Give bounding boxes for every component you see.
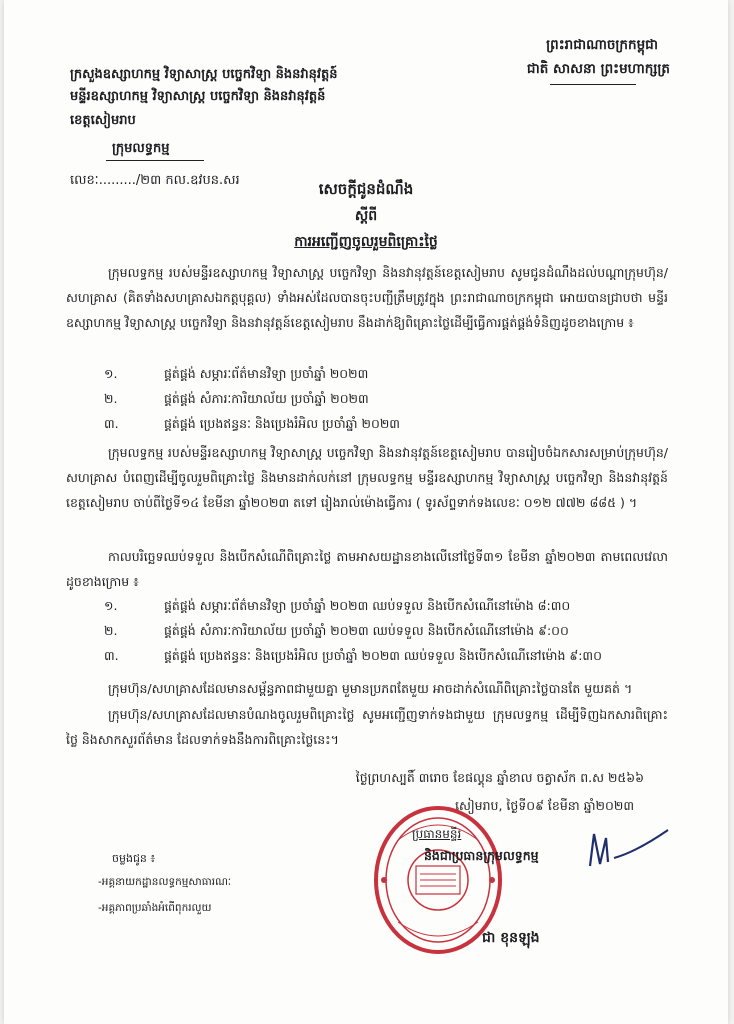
office-divider <box>106 160 204 161</box>
paragraph-single-bid: ក្រុមហ៊ុន/សហគ្រាសដែលមានសម្ព័ន្ធភាពជាមួយគ្នា មួមានប្រភពតែមួយ អាចដាក់សំណើពិគ្រោះថ្លៃបានតែ មួយគត់ ។ <box>108 681 633 696</box>
cc-item: -អគ្គភាពប្រឆាំងអំពើពុករលួយ <box>98 902 212 914</box>
list-number: ២. <box>104 623 118 638</box>
list-text: ផ្គត់ផ្គង់ ប្រេងឥន្ធនៈ និងប្រេងរំអិល ប្រចាំឆ្នាំ ២០២៣ ឈប់ទទួល និងបើកសំណើនៅម៉ោង ៩:៣០ <box>164 648 602 663</box>
solar-date: សៀមរាប, ថ្ងៃទី០៩ ខែមីនា ឆ្នាំ២០២៣ <box>455 798 634 813</box>
list-item <box>104 391 369 410</box>
list-text: ផ្គត់ផ្គង់ សម្ភារៈព័ត៌មានវិទ្យា ប្រចាំឆ្នាំ ២០២៣ ឈប់ទទួល និងបើកសំណើនៅម៉ោង ៨:៣០ <box>164 598 571 613</box>
list-item <box>104 648 602 667</box>
notice-subject: ស្តីពី <box>354 208 378 224</box>
paragraph-deadline: កាលបរិច្ឆេទឈប់ទទួល និងបើកសំណើពិគ្រោះថ្លៃ តាមអាសយដ្ឋានខាងលើនៅថ្ងៃទី៣១ ខែមីនា ឆ្នាំ២០២៣ តាមពេលវេលាដូចខាងក្រោម ៖ <box>66 549 668 589</box>
paragraph-contact: ក្រុមហ៊ុន/សហគ្រាសដែលមានបំណងចូលរួមពិគ្រោះថ្លៃ សូមអញ្ជើញទាក់ទងជាមួយ ក្រុមលទ្ធកម្ម ដើម្បីទិញឯកសារពិគ្រោះថ្លៃ និងសាកសួរព័ត៌មាន ដែលទាក់ទងនឹងការពិគ្រោះថ្លៃនេះ។ <box>66 707 668 747</box>
national-motto: ជាតិ សាសនា ព្រះមហាក្សត្រ <box>526 61 670 77</box>
ministry-provincial: មន្ទីរឧស្សាហកម្ម វិទ្យាសាស្ត្រ បច្ចេកវិទ្យា និងនវានុវត្តន៍ <box>70 89 326 104</box>
list-text: ផ្គត់ផ្គង់ សម្ភារៈព័ត៌មានវិទ្យា ប្រចាំឆ្នាំ ២០២៣ <box>164 366 369 381</box>
province-name: ខេត្តសៀមរាប <box>70 113 136 128</box>
cc-item: -អគ្គនាយកដ្ឋានលទ្ធកម្មសាធារណៈ <box>98 876 232 888</box>
list-number: ១. <box>104 598 118 613</box>
list-text: ផ្គត់ផ្គង់ សំភារៈការិយាល័យ ប្រចាំឆ្នាំ ២០២៣ ឈប់ទទួល និងបើកសំណើនៅម៉ោង ៩:០០ <box>164 623 569 638</box>
notice-heading: សេចក្តីជូនដំណឹង <box>318 180 414 198</box>
lunar-date: ថ្ងៃព្រហស្បតិ៍ ៣រោច ខែផល្គុន ឆ្នាំខាល ចត្វាស័ក ព.ស ២៥៦៦ <box>355 770 644 785</box>
list-item <box>104 366 368 385</box>
cc-label: ចម្លងជូន ៖ <box>112 852 156 865</box>
list-item <box>104 623 569 642</box>
paragraph-documents: ក្រុមលទ្ធកម្ម របស់មន្ទីរឧស្សាហកម្ម វិទ្យាសាស្ត្រ បច្ចេកវិទ្យា និងនវានុវត្តន៍ខេត្តសៀមរាប បានរៀបចំឯកសារសម្រាប់ក្រុមហ៊ុន/សហគ្រាស បំពេញដើម្បីចូលរួមពិគ្រោះថ្លៃ និងមានដាក់លក់នៅ ក្រុមលទ្ធកម្ម មន្ទីរឧស្សាហកម្ម វិទ្យាសាស្ត្រ បច្ចេកវិទ្យា និងនវានុវត្តន៍ ខេត្តសៀមរាប ចាប់ពីថ្ងៃទី១៤ ខែមីនា ឆ្នាំ២០២៣ តទៅ រៀងរាល់ម៉ោងធ្វើការ ( ទូរស័ព្ទទាក់ទងលេខៈ ០១២ ៧៧២ ៨៨៥ ) ។ <box>66 445 668 510</box>
kingdom-heading: ព្រះរាជាណាចក្រកម្ពុជា <box>546 37 658 53</box>
notice-subtitle: ការអញ្ជើញចូលរួមពិគ្រោះថ្លៃ <box>294 234 438 250</box>
ministry-national: ក្រសួងឧស្សាហកម្ម វិទ្យាសាស្ត្រ បច្ចេកវិទ្យា និងនវានុវត្តន៍ <box>70 67 338 82</box>
signer-name: ជា ខុនឡុង <box>482 930 540 946</box>
list-item <box>104 598 570 617</box>
list-number: ៣. <box>104 648 119 663</box>
list-item <box>104 416 400 435</box>
signature-icon <box>584 822 674 882</box>
list-number: ៣. <box>104 416 119 431</box>
document-page <box>4 0 728 1024</box>
paragraph-intro: ក្រុមលទ្ធកម្ម របស់មន្ទីរឧស្សាហកម្ម វិទ្យាសាស្ត្រ បច្ចេកវិទ្យា និងនវានុវត្តន៍ខេត្តសៀមរាប សូមជូនដំណឹងដល់បណ្តាក្រុមហ៊ុន/សហគ្រាស (គិតទាំងសហគ្រាសឯកត្តបុគ្គល) ទាំងអស់ដែលបានចុះបញ្ជីត្រឹមត្រូវក្នុង ព្រះរាជាណាចក្រកម្ពុជា អោយបានជ្រាបថា មន្ទីរឧស្សាហកម្ម វិទ្យាសាស្ត្រ បច្ចេកវិទ្យា និងនវានុវត្តន៍ខេត្តសៀមរាប នឹងដាក់ឱ្យពិគ្រោះថ្លៃដើម្បីធ្វើការផ្គត់ផ្គង់ទំនិញដូចខាងក្រោម ៖ <box>66 265 668 330</box>
signer-role: ប្រធានមន្ទីរ <box>412 827 462 841</box>
list-number: ១. <box>104 366 118 381</box>
list-text: ផ្គត់ផ្គង់ សំភារៈការិយាល័យ ប្រចាំឆ្នាំ ២០២៣ <box>164 391 369 406</box>
procurement-office: ក្រុមលទ្ធកម្ម <box>112 141 170 156</box>
list-number: ២. <box>104 391 118 406</box>
signer-title: និងជាប្រធានក្រុមលទ្ធកម្ម <box>424 848 539 863</box>
list-text: ផ្គត់ផ្គង់ ប្រេងឥន្ធនៈ និងប្រេងរំអិល ប្រចាំឆ្នាំ ២០២៣ <box>164 416 400 431</box>
motto-divider <box>550 84 636 85</box>
reference-number: លេខៈ........./២៣ កល.ឧវបន.សរ <box>70 173 240 188</box>
